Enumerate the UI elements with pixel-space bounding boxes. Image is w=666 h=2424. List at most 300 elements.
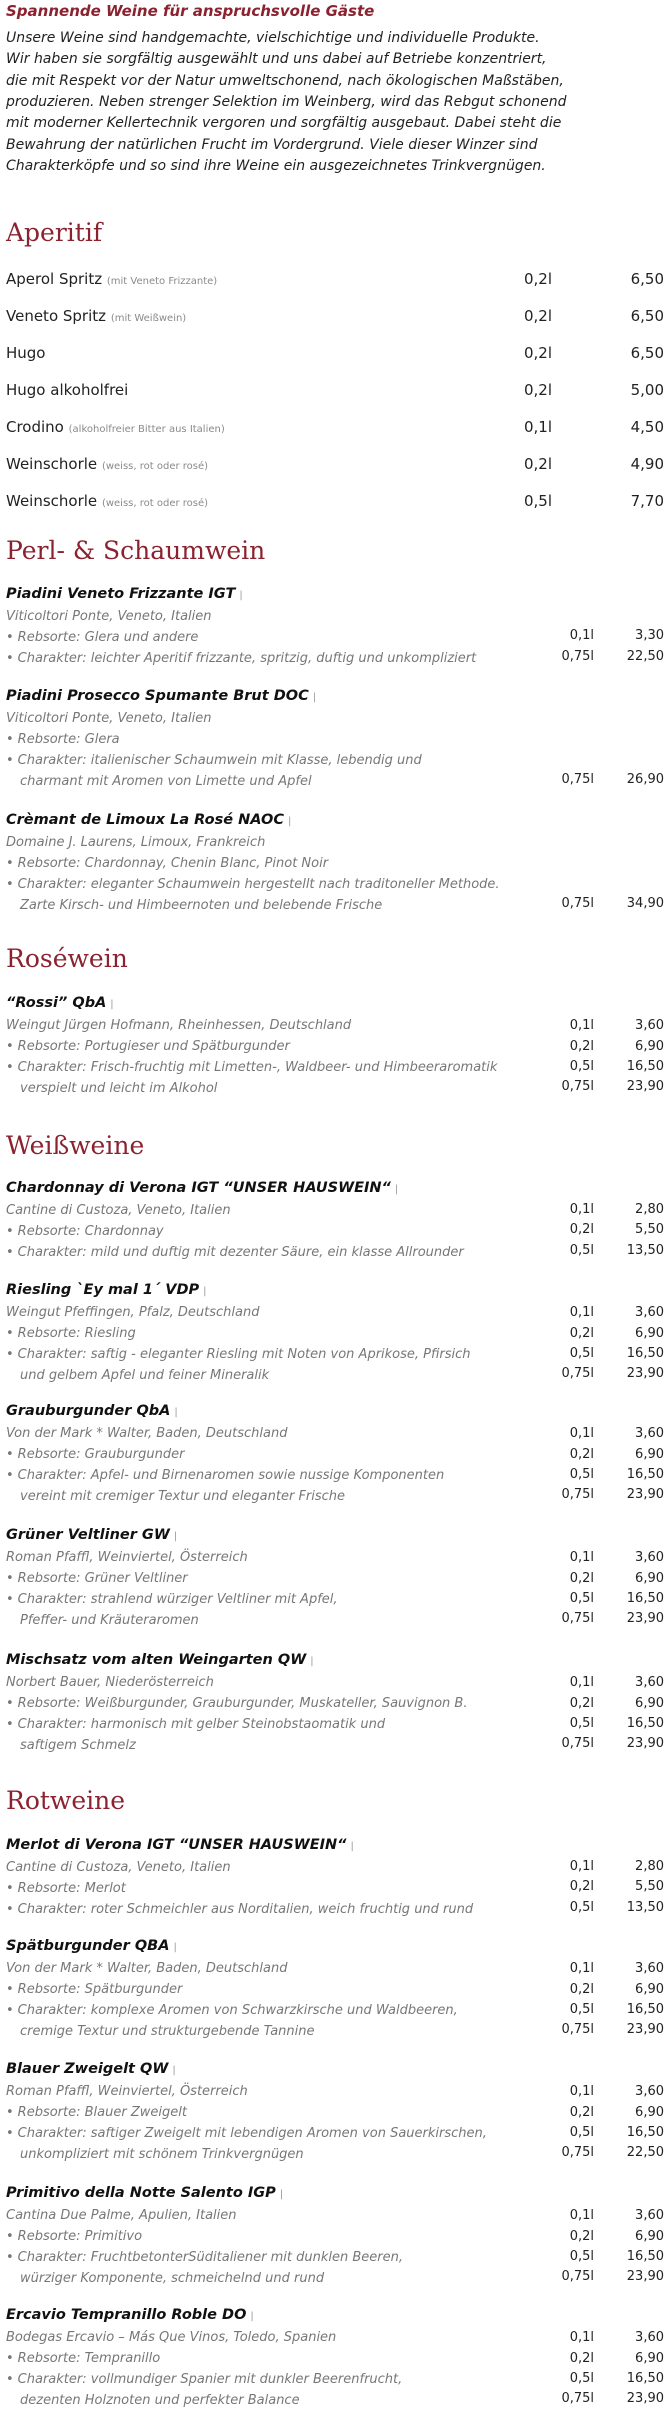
aperitif-name: Hugo alkoholfrei [6,381,129,399]
wine-price: 22,50 [626,2145,664,2161]
wine-detail-continuation [6,895,536,916]
wine-entry [6,2059,536,2165]
aperitif-note: (weiss, rot oder rosé) [101,498,209,509]
wine-detail-text: Viticoltori Ponte, Veneto, Italien [6,711,212,726]
wine-detail-text: und gelbem Apfel und feiner Mineralik [20,1368,270,1383]
wine-detail-text: Charakter: Apfel- und Birnenaromen sowie nussige Komponenten [17,1468,445,1483]
aperitif-name: Crodino [6,418,64,436]
wine-detail-text: Weingut Jürgen Hofmann, Rheinhessen, Deutschland [6,1018,352,1033]
wine-detail-text: Bodegas Ercavio – Más Que Vinos, Toledo, Spanien [6,2330,337,2345]
aperitif-note: (mit Veneto Frizzante) [106,276,218,287]
aperitif-price: 7,70 [630,492,664,510]
wine-detail-text: würziger Komponente, schmeichelnd und rund [20,2271,325,2286]
wine-detail-text: Charakter: saftiger Zweigelt mit lebendigen Aromen von Sauerkirschen, [17,2126,487,2141]
section-title: Perl- & Schaumwein [6,536,266,565]
aperitif-price: 4,90 [630,455,664,473]
wine-detail-text: Charakter: roter Schmeichler aus Norditalien, weich fruchtig und rund [17,1902,474,1917]
wine-name [6,810,536,832]
wine-volume: 0,2l [569,1325,594,1341]
bullet-icon: • [6,753,14,768]
wine-name [6,1936,536,1958]
wine-volume: 0,1l [569,1202,594,1218]
wine-name-text: Merlot di Verona IGT “UNSER HAUSWEIN“ [6,1837,347,1853]
wine-producer [6,1547,536,1568]
wine-detail-bullet [6,729,536,750]
wine-detail-text: Weingut Pfeffingen, Pfalz, Deutschland [6,1305,260,1320]
wine-volume: 0,2l [569,2350,594,2366]
wine-detail-text: Charakter: Frisch-fruchtig mit Limetten-, Waldbeer- und Himbeeraromatik [17,1060,498,1075]
wine-entry [6,1835,536,1920]
wine-volume: 0,75l [561,2022,594,2038]
bullet-icon: • [6,1245,14,1260]
wine-name-text: Riesling `Ey mal 1´ VDP [6,1282,200,1298]
wine-price: 3,60 [635,2084,664,2100]
wine-detail-text: Cantina Due Palme, Apulien, Italien [6,2208,237,2223]
wine-detail-continuation [6,2268,536,2289]
wine-detail-continuation [6,1486,536,1507]
wine-detail-text: Cantine di Custoza, Veneto, Italien [6,1203,231,1218]
wine-name [6,1650,536,1672]
bullet-icon: • [6,877,14,892]
wine-volume: 0,5l [569,2001,594,2017]
bullet-icon: • [6,1881,14,1896]
wine-price: 16,50 [626,1345,664,1361]
wine-detail-text: charmant mit Aromen von Limette und Apfel [20,774,312,789]
wine-volume: 0,1l [569,1305,594,1321]
aperitif-name: Weinschorle [6,455,98,473]
wine-name-text: Chardonnay di Verona IGT “UNSER HAUSWEIN“ [6,1180,391,1196]
wine-price: 3,60 [635,1961,664,1977]
aperitif-name: Veneto Spritz [6,307,107,325]
wine-detail-text: Rebsorte: Riesling [17,1326,136,1341]
wine-price: 2,80 [635,1202,664,1218]
wine-price: 16,50 [626,2248,664,2264]
wine-detail-text: Charakter: vollmundiger Spanier mit dunkler Beerenfrucht, [17,2372,403,2387]
wine-name-text: Ercavio Tempranillo Roble DO [6,2307,247,2323]
wine-price: 3,60 [635,2330,664,2346]
wine-detail-bullet [6,1221,536,1242]
wine-detail-bullet [6,648,536,669]
wine-name-text: Primitivo della Notte Salento IGP [6,2185,276,2201]
wine-name-separator: | [310,1656,314,1667]
wine-detail-bullet [6,1714,536,1735]
wine-producer [6,606,536,627]
wine-price: 6,90 [635,2350,664,2366]
wine-volume: 0,75l [561,1079,594,1095]
wine-detail-bullet [6,2369,536,2390]
aperitif-item [6,344,46,362]
wine-volume: 0,1l [569,2330,594,2346]
section-title-aperitif: Aperitif [6,218,103,247]
wine-volume: 0,1l [569,628,594,644]
bullet-icon: • [6,1571,14,1586]
wine-price: 16,50 [626,1058,664,1074]
wine-price: 26,90 [626,772,664,788]
wine-detail-text: saftigem Schmelz [20,1738,136,1753]
wine-volume: 0,2l [569,1222,594,1238]
wine-detail-bullet [6,1589,536,1610]
wine-price: 23,90 [626,2022,664,2038]
section-title: Roséwein [6,944,128,973]
wine-producer [6,1200,536,1221]
intro-line: Unsere Weine sind handgemachte, vielschichtige und individuelle Produkte. [6,30,540,46]
wine-volume: 0,5l [569,2124,594,2140]
section-title: Weißweine [6,1131,145,1160]
wine-name-text: Piadini Veneto Frizzante IGT [6,586,236,602]
aperitif-price: 6,50 [630,307,664,325]
wine-price: 16,50 [626,1590,664,1606]
bullet-icon: • [6,1592,14,1607]
wine-price: 3,30 [635,628,664,644]
aperitif-item [6,270,217,288]
wine-detail-text: Charakter: italienischer Schaumwein mit Klasse, lebendig und [17,753,422,768]
aperitif-volume: 0,2l [523,270,552,288]
wine-detail-text: vereint mit cremiger Textur und eleganter Frische [20,1489,346,1504]
wine-detail-text: Charakter: saftig - eleganter Riesling mit Noten von Aprikose, Pfirsich [17,1347,471,1362]
wine-price: 5,50 [635,1222,664,1238]
wine-detail-text: Von der Mark * Walter, Baden, Deutschland [6,1961,288,1976]
wine-name-text: Piadini Prosecco Spumante Brut DOC [6,688,309,704]
wine-name-separator: | [312,692,317,703]
aperitif-name: Weinschorle [6,492,98,510]
wine-volume: 0,1l [569,1961,594,1977]
wine-name-separator: | [173,1942,177,1953]
aperitif-volume: 0,5l [523,492,552,510]
wine-volume: 0,75l [561,1487,594,1503]
wine-price: 6,90 [635,1446,664,1462]
wine-volume: 0,1l [569,1018,594,1034]
aperitif-volume: 0,2l [523,344,552,362]
wine-detail-text: Domaine J. Laurens, Limoux, Frankreich [6,835,266,850]
intro-line: Wir haben sie sorgfältig ausgewählt und uns dabei auf Betriebe konzentriert, [6,51,547,68]
wine-price: 23,90 [626,1487,664,1503]
wine-detail-text: Charakter: harmonisch mit gelber Steinobstaomatik und [17,1717,386,1732]
aperitif-price: 6,50 [630,270,664,288]
wine-detail-text: dezenten Holznoten und perfekter Balance [20,2393,300,2408]
aperitif-note: (alkoholfreier Bitter aus Italien) [68,424,225,435]
wine-detail-text: Rebsorte: Chardonnay, Chenin Blanc, Pinot Noir [17,856,329,871]
bullet-icon: • [6,1902,14,1917]
wine-price: 13,50 [626,1242,664,1258]
wine-volume: 0,5l [569,1590,594,1606]
wine-price: 23,90 [626,1736,664,1752]
wine-name-separator: | [174,1407,178,1418]
wine-name-separator: | [110,999,114,1010]
wine-producer [6,708,536,729]
wine-detail-bullet [6,1693,536,1714]
wine-producer [6,1015,536,1036]
wine-price: 3,60 [635,1018,664,1034]
bullet-icon: • [6,1447,14,1462]
wine-detail-bullet [6,1323,536,1344]
wine-detail-text: Charakter: eleganter Schaumwein hergestellt nach traditoneller Methode. [17,877,500,892]
wine-name-text: Blauer Zweigelt QW [6,2061,169,2077]
wine-volume: 0,75l [561,1736,594,1752]
wine-detail-bullet [6,853,536,874]
wine-price: 6,90 [635,1981,664,1997]
wine-detail-continuation [6,2390,536,2411]
wine-volume: 0,5l [569,2248,594,2264]
wine-detail-bullet [6,1465,536,1486]
wine-producer [6,2081,536,2102]
wine-price: 16,50 [626,2124,664,2140]
wine-detail-bullet [6,1036,536,1057]
aperitif-price: 4,50 [630,418,664,436]
wine-producer [6,2205,536,2226]
wine-price: 6,90 [635,2104,664,2120]
wine-detail-text: Rebsorte: Primitivo [17,2229,143,2244]
wine-volume: 0,5l [569,1242,594,1258]
wine-detail-continuation [6,1365,536,1386]
wine-price: 23,90 [626,2391,664,2407]
wine-volume: 0,75l [561,772,594,788]
aperitif-price: 5,00 [630,381,664,399]
bullet-icon: • [6,2003,14,2018]
wine-detail-text: Rebsorte: Weißburgunder, Grauburgunder, Muskateller, Sauvignon B. [17,1696,468,1711]
wine-volume: 0,2l [569,1879,594,1895]
bullet-icon: • [6,1060,14,1075]
wine-detail-text: Charakter: komplexe Aromen von Schwarzkirsche und Waldbeeren, [17,2003,458,2018]
aperitif-volume: 0,1l [523,418,552,436]
wine-price: 3,60 [635,2208,664,2224]
bullet-icon: • [6,1039,14,1054]
wine-volume: 0,75l [561,648,594,664]
wine-entry [6,2305,536,2411]
wine-volume: 0,1l [569,1675,594,1691]
wine-entry [6,1650,536,1756]
wine-producer [6,832,536,853]
wine-detail-continuation [6,771,536,792]
wine-detail-text: Rebsorte: Glera und andere [17,630,199,645]
wine-name-text: Grauburgunder QbA [6,1403,171,1419]
wine-volume: 0,5l [569,1466,594,1482]
aperitif-price: 6,50 [630,344,664,362]
wine-detail-bullet [6,2123,536,2144]
wine-detail-text: Rebsorte: Chardonnay [17,1224,164,1239]
aperitif-volume: 0,2l [523,381,552,399]
wine-producer [6,1423,536,1444]
wine-entry [6,686,536,792]
wine-price: 6,90 [635,1038,664,1054]
wine-name [6,1178,536,1200]
wine-volume: 0,1l [569,2084,594,2100]
bullet-icon: • [6,856,14,871]
wine-detail-text: Roman Pfaffl, Weinviertel, Österreich [6,2084,248,2099]
wine-detail-bullet [6,627,536,648]
wine-name-separator: | [350,1841,354,1852]
aperitif-item [6,381,128,399]
wine-detail-text: Rebsorte: Grauburgunder [17,1447,185,1462]
wine-detail-bullet [6,1878,536,1899]
section-title: Rotweine [6,1786,126,1815]
wine-detail-text: unkompliziert mit schönem Trinkvergnügen [20,2147,304,2162]
wine-detail-continuation [6,1610,536,1631]
aperitif-volume: 0,2l [523,307,552,325]
wine-volume: 0,2l [569,1038,594,1054]
bullet-icon: • [6,2105,14,2120]
aperitif-item [6,418,225,436]
wine-detail-bullet [6,2226,536,2247]
wine-entry [6,1401,536,1507]
bullet-icon: • [6,2372,14,2387]
wine-name-separator: | [172,2065,176,2076]
wine-price: 16,50 [626,2370,664,2386]
wine-detail-bullet [6,2247,536,2268]
wine-volume: 0,2l [569,1446,594,1462]
wine-detail-continuation [6,2021,536,2042]
intro-line: die mit Respekt vor der Natur umweltschonend, nach ökologischen Maßstäben, [6,72,564,89]
wine-name-text: Grüner Veltliner GW [6,1527,170,1543]
wine-detail-text: Charakter: mild und duftig mit dezenter Säure, ein klasse Allrounder [17,1245,464,1260]
bullet-icon: • [6,651,14,666]
bullet-icon: • [6,2250,14,2265]
aperitif-item [6,492,208,510]
wine-volume: 0,5l [569,1715,594,1731]
wine-volume: 0,75l [561,2391,594,2407]
wine-detail-text: Charakter: FruchtbetonterSüditaliener mit dunklen Beeren, [17,2250,403,2265]
wine-volume: 0,75l [561,1366,594,1382]
aperitif-name: Hugo [6,344,46,362]
bullet-icon: • [6,1982,14,1997]
wine-name-separator: | [173,1531,178,1542]
wine-detail-text: Cantine di Custoza, Veneto, Italien [6,1860,231,1875]
wine-detail-bullet [6,1444,536,1465]
wine-name-separator: | [250,2311,254,2322]
wine-volume: 0,2l [569,1570,594,1586]
wine-name [6,2059,536,2081]
bullet-icon: • [6,630,14,645]
wine-detail-text: cremige Textur und strukturgebende Tannine [20,2024,315,2039]
wine-price: 16,50 [626,2001,664,2017]
wine-volume: 0,2l [569,1695,594,1711]
wine-price: 23,90 [626,1611,664,1627]
wine-detail-bullet [6,1057,536,1078]
bullet-icon: • [6,2229,14,2244]
wine-price: 16,50 [626,1466,664,1482]
wine-detail-bullet [6,1242,536,1263]
wine-detail-text: Viticoltori Ponte, Veneto, Italien [6,609,212,624]
wine-name [6,1401,536,1423]
wine-name-separator: | [203,1286,207,1297]
wine-detail-text: Pfeffer- und Kräuteraromen [20,1613,199,1628]
bullet-icon: • [6,1326,14,1341]
wine-volume: 0,5l [569,1899,594,1915]
wine-entry [6,584,536,669]
wine-price: 16,50 [626,1715,664,1731]
wine-price: 6,90 [635,2228,664,2244]
wine-name [6,2183,536,2205]
wine-producer [6,1302,536,1323]
wine-name-text: Crèmant de Limoux La Rosé NAOC [6,812,284,828]
wine-volume: 0,1l [569,1550,594,1566]
bullet-icon: • [6,732,14,747]
bullet-icon: • [6,1224,14,1239]
wine-name [6,2305,536,2327]
aperitif-volume: 0,2l [523,455,552,473]
wine-detail-text: Rebsorte: Tempranillo [17,2351,161,2366]
wine-name-separator: | [394,1184,399,1195]
wine-producer [6,1672,536,1693]
bullet-icon: • [6,1347,14,1362]
wine-price: 34,90 [626,896,664,912]
wine-detail-continuation [6,1078,536,1099]
intro-line: mit moderner Kellertechnik vergoren und sorgfältig ausgebaut. Dabei steht die [6,115,562,132]
wine-entry [6,810,536,916]
wine-name-separator: | [279,2189,284,2200]
wine-price: 23,90 [626,2269,664,2285]
wine-volume: 0,2l [569,2228,594,2244]
wine-price: 3,60 [635,1550,664,1566]
wine-detail-text: Rebsorte: Merlot [17,1881,126,1896]
wine-detail-bullet [6,2102,536,2123]
wine-entry [6,993,536,1099]
wine-detail-text: Roman Pfaffl, Weinviertel, Österreich [6,1550,248,1565]
wine-price: 6,90 [635,1325,664,1341]
wine-price: 23,90 [626,1079,664,1095]
wine-entry [6,1178,536,1263]
wine-name-text: “Rossi” QbA [6,995,107,1011]
wine-volume: 0,5l [569,2370,594,2386]
wine-volume: 0,75l [561,1611,594,1627]
wine-volume: 0,75l [561,2145,594,2161]
wine-detail-bullet [6,2000,536,2021]
bullet-icon: • [6,1468,14,1483]
wine-detail-bullet [6,1344,536,1365]
wine-detail-bullet [6,1899,536,1920]
wine-producer [6,1958,536,1979]
wine-price: 3,60 [635,1675,664,1691]
wine-entry [6,2183,536,2289]
wine-price: 5,50 [635,1879,664,1895]
wine-price: 23,90 [626,1366,664,1382]
wine-detail-bullet [6,2348,536,2369]
wine-detail-text: Rebsorte: Spätburgunder [17,1982,183,1997]
wine-volume: 0,1l [569,1859,594,1875]
wine-detail-bullet [6,1979,536,2000]
wine-entry [6,1280,536,1386]
wine-detail-bullet [6,874,536,895]
wine-detail-continuation [6,1735,536,1756]
wine-detail-text: Charakter: strahlend würziger Veltliner mit Apfel, [17,1592,338,1607]
wine-volume: 0,2l [569,1981,594,1997]
wine-price: 2,80 [635,1859,664,1875]
wine-name-text: Spätburgunder QBA [6,1938,170,1954]
wine-price: 3,60 [635,1426,664,1442]
wine-volume: 0,5l [569,1345,594,1361]
wine-detail-text: Rebsorte: Blauer Zweigelt [17,2105,187,2120]
aperitif-item [6,455,208,473]
aperitif-note: (weiss, rot oder rosé) [101,461,209,472]
wine-name [6,686,536,708]
wine-name [6,1280,536,1302]
bullet-icon: • [6,2351,14,2366]
bullet-icon: • [6,1696,14,1711]
wine-name [6,1525,536,1547]
aperitif-note: (mit Weißwein) [110,313,187,324]
wine-name [6,584,536,606]
wine-price: 6,90 [635,1695,664,1711]
wine-detail-text: Rebsorte: Portugieser und Spätburgunder [17,1039,290,1054]
wine-name [6,1835,536,1857]
intro-title: Spannende Weine für anspruchsvolle Gäste [6,2,375,20]
wine-price: 6,90 [635,1570,664,1586]
wine-price: 22,50 [626,648,664,664]
wine-volume: 0,2l [569,2104,594,2120]
wine-detail-text: Rebsorte: Glera [17,732,120,747]
bullet-icon: • [6,2126,14,2141]
wine-name-separator: | [239,590,243,601]
bullet-icon: • [6,1717,14,1732]
